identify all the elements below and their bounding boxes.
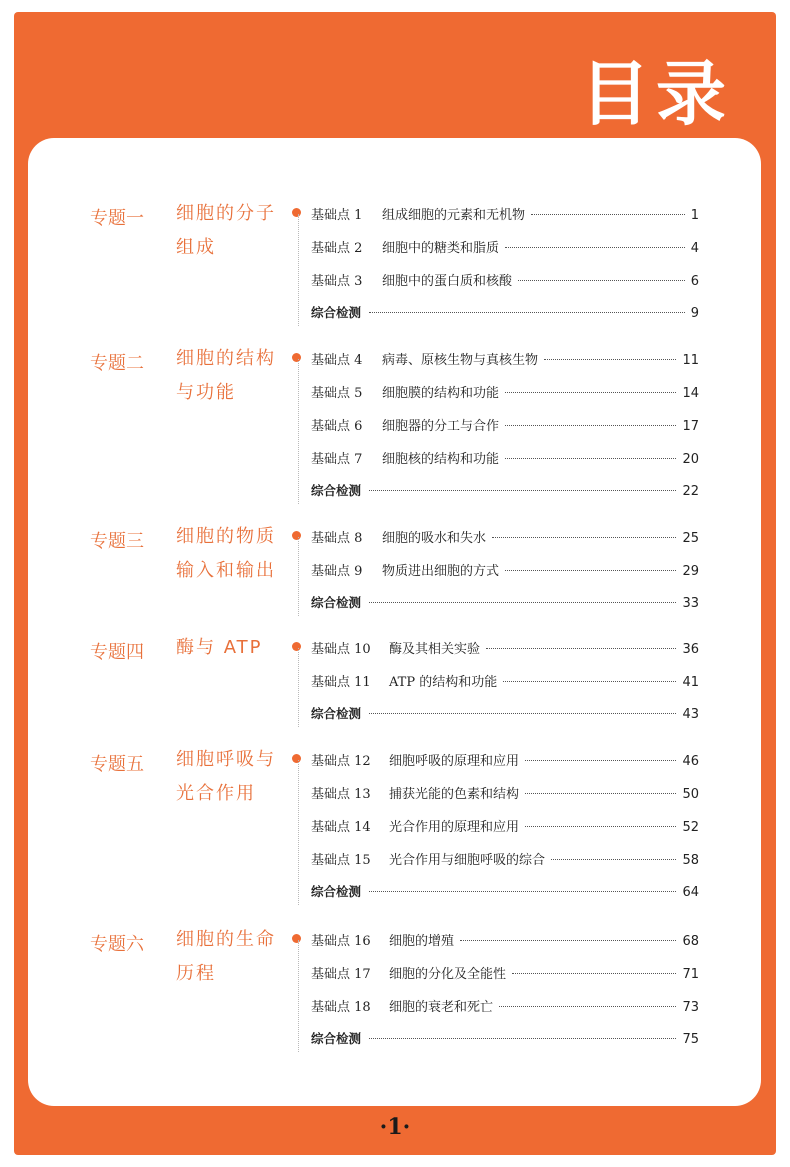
entry-page: 4 [690, 241, 699, 256]
dot-leader [525, 826, 676, 827]
dot-leader [518, 280, 685, 281]
dot-leader [369, 602, 676, 603]
entry-number: 基础点 9 [311, 564, 363, 579]
dot-leader [551, 859, 676, 860]
topic-label: 专题六 [90, 934, 144, 955]
entry-page: 22 [682, 484, 699, 499]
entry-number: 基础点 2 [311, 241, 363, 256]
entry-page: 9 [690, 306, 699, 321]
dotted-divider [298, 359, 300, 504]
dotted-divider [298, 760, 300, 905]
entry-number: 综合检测 [311, 305, 362, 320]
toc-entry-review[interactable] [311, 704, 699, 724]
entry-page: 29 [682, 564, 699, 579]
dot-leader [492, 537, 676, 538]
toc-entry[interactable] [311, 237, 699, 257]
entry-page: 75 [682, 1032, 699, 1047]
entry-number: 基础点 3 [311, 274, 363, 289]
topic-name: 细胞的分子组成 [176, 203, 276, 258]
entry-page: 33 [682, 596, 699, 611]
entry-page: 43 [682, 707, 699, 722]
entry-title: 组成细胞的元素和无机物 [382, 208, 526, 223]
entry-title: 细胞膜的结构和功能 [382, 386, 500, 401]
toc-entry-review[interactable] [311, 303, 699, 323]
entry-title: 细胞呼吸的原理和应用 [389, 754, 520, 769]
dotted-divider [298, 214, 300, 326]
entry-title: 细胞器的分工与合作 [382, 419, 500, 434]
dot-leader [460, 940, 676, 941]
entry-number: 基础点 16 [311, 934, 371, 949]
entry-title: ATP 的结构和功能 [389, 675, 498, 690]
toc-entry[interactable] [311, 783, 699, 803]
entry-page: 6 [690, 274, 699, 289]
topic-label: 专题二 [90, 353, 144, 374]
dot-leader [544, 359, 676, 360]
dot-leader [505, 458, 676, 459]
toc-entry[interactable] [311, 963, 699, 983]
topic-name: 细胞的结构与功能 [176, 348, 276, 403]
dot-leader [486, 648, 676, 649]
entry-title: 细胞的衰老和死亡 [389, 1000, 494, 1015]
entry-page: 14 [682, 386, 699, 401]
entry-number: 基础点 10 [311, 642, 371, 657]
entry-number: 综合检测 [311, 884, 362, 899]
toc-entry[interactable] [311, 930, 699, 950]
dot-leader [505, 392, 676, 393]
entry-number: 综合检测 [311, 483, 362, 498]
entry-number: 基础点 17 [311, 967, 371, 982]
entry-page: 20 [682, 452, 699, 467]
entry-number: 基础点 14 [311, 820, 371, 835]
entry-number: 基础点 8 [311, 531, 363, 546]
entry-number: 基础点 15 [311, 853, 371, 868]
entry-title: 光合作用与细胞呼吸的综合 [389, 853, 546, 868]
entry-number: 综合检测 [311, 1031, 362, 1046]
entry-page: 25 [682, 531, 699, 546]
dotted-divider [298, 648, 300, 727]
toc-entry[interactable] [311, 270, 699, 290]
entry-page: 73 [682, 1000, 699, 1015]
dot-leader [505, 425, 676, 426]
topic-name: 酶与 ATP [176, 637, 263, 658]
entry-page: 64 [682, 885, 699, 900]
toc-entry[interactable] [311, 750, 699, 770]
toc-entry[interactable] [311, 382, 699, 402]
dot-leader [512, 973, 676, 974]
topic-label: 专题一 [90, 208, 144, 229]
toc-entry[interactable] [311, 816, 699, 836]
entry-number: 基础点 13 [311, 787, 371, 802]
entry-title: 细胞的增殖 [389, 934, 455, 949]
dot-leader [369, 312, 685, 313]
topic-name: 细胞呼吸与光合作用 [176, 749, 276, 804]
entry-number: 基础点 6 [311, 419, 363, 434]
toc-entry[interactable] [311, 527, 699, 547]
dot-leader [499, 1006, 676, 1007]
toc-entry-review[interactable] [311, 882, 699, 902]
dot-leader [531, 214, 685, 215]
topic-name: 细胞的生命历程 [176, 929, 276, 984]
entry-number: 基础点 5 [311, 386, 363, 401]
page-number: ·1· [379, 1114, 411, 1140]
entry-page: 36 [682, 642, 699, 657]
topic-label: 专题五 [90, 754, 144, 775]
toc-entry[interactable] [311, 638, 699, 658]
contents-panel [28, 138, 761, 1106]
entry-page: 1 [690, 208, 699, 223]
page-title: 目录 [580, 53, 732, 135]
entry-title: 细胞核的结构和功能 [382, 452, 500, 467]
dot-leader [525, 760, 676, 761]
toc-entry[interactable] [311, 560, 699, 580]
dot-leader [505, 247, 685, 248]
toc-entry[interactable] [311, 849, 699, 869]
entry-page: 52 [682, 820, 699, 835]
dotted-divider [298, 537, 300, 616]
toc-entry[interactable] [311, 671, 699, 691]
toc-entry[interactable] [311, 349, 699, 369]
dot-leader [369, 1038, 676, 1039]
entry-number: 基础点 18 [311, 1000, 371, 1015]
entry-number: 基础点 1 [311, 208, 363, 223]
toc-entry-review[interactable] [311, 593, 699, 613]
dot-leader [525, 793, 676, 794]
entry-number: 基础点 4 [311, 353, 363, 368]
entry-number: 基础点 12 [311, 754, 371, 769]
entry-page: 71 [682, 967, 699, 982]
toc-entry[interactable] [311, 204, 699, 224]
entry-number: 基础点 11 [311, 675, 371, 690]
entry-title: 物质进出细胞的方式 [382, 564, 500, 579]
entry-title: 病毒、原核生物与真核生物 [382, 353, 539, 368]
entry-title: 酶及其相关实验 [389, 642, 481, 657]
dotted-divider [298, 940, 300, 1052]
entry-title: 细胞中的糖类和脂质 [382, 241, 500, 256]
entry-page: 17 [682, 419, 699, 434]
entry-page: 41 [682, 675, 699, 690]
toc-entry[interactable] [311, 448, 699, 468]
dot-leader [369, 891, 676, 892]
toc-entry[interactable] [311, 996, 699, 1016]
topic-label: 专题三 [90, 531, 144, 552]
entry-number: 基础点 7 [311, 452, 363, 467]
entry-title: 细胞的吸水和失水 [382, 531, 487, 546]
toc-entry-review[interactable] [311, 481, 699, 501]
entry-title: 捕获光能的色素和结构 [389, 787, 520, 802]
entry-page: 46 [682, 754, 699, 769]
entry-title: 细胞的分化及全能性 [389, 967, 507, 982]
dot-leader [505, 570, 676, 571]
entry-page: 58 [682, 853, 699, 868]
dot-leader [369, 490, 676, 491]
entry-number: 综合检测 [311, 706, 362, 721]
entry-page: 68 [682, 934, 699, 949]
toc-entry[interactable] [311, 415, 699, 435]
entry-title: 细胞中的蛋白质和核酸 [382, 274, 513, 289]
entry-page: 50 [682, 787, 699, 802]
dot-leader [503, 681, 676, 682]
dot-leader [369, 713, 676, 714]
topic-name: 细胞的物质输入和输出 [176, 526, 276, 581]
toc-entry-review[interactable] [311, 1029, 699, 1049]
entry-number: 综合检测 [311, 595, 362, 610]
entry-title: 光合作用的原理和应用 [389, 820, 520, 835]
entry-page: 11 [682, 353, 699, 368]
topic-label: 专题四 [90, 642, 144, 663]
